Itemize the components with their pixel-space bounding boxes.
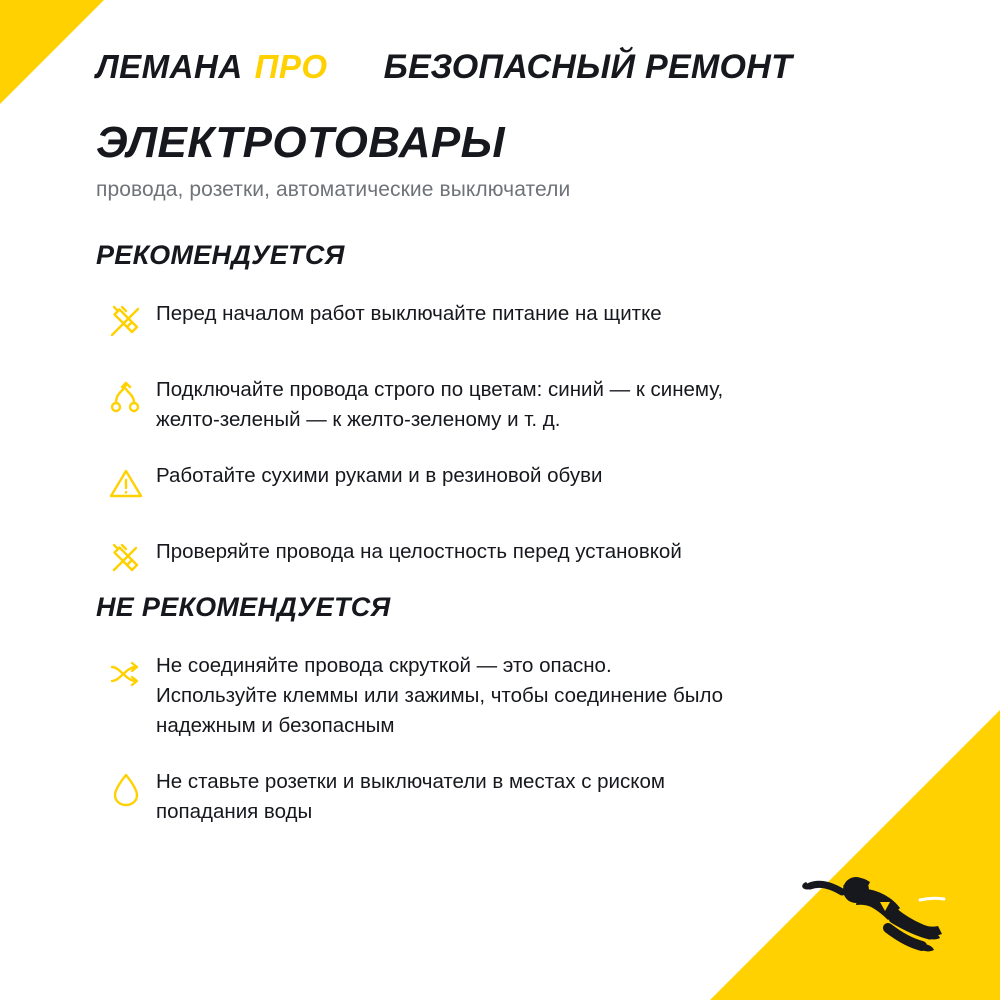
list-item-text: Не соединяйте провода скруткой — это опасно. Используйте клеммы или зажимы, чтобы соединение было надежным и безопасным [156,654,724,737]
section-recommended [96,240,930,613]
section-heading: НЕ РЕКОМЕНДУЕТСЯ [96,592,391,622]
list-item [96,299,930,349]
list-item [96,767,930,827]
list-item-text: Перед началом работ выключайте питание на щитке [156,302,662,325]
plug-check-icon [96,537,156,587]
list-item-text: Не ставьте розетки и выключатели в местах с риском попадания воды [156,770,665,823]
list-item [96,651,930,741]
flying-worker-mascot [798,842,968,962]
corner-decoration-top-left [0,0,104,104]
list-item [96,461,930,511]
list-item [96,537,930,587]
water-drop-icon [96,767,156,817]
page-title: ЭЛЕКТРОТОВАРЫ [96,118,506,167]
list-item [96,375,930,435]
twisted-wires-icon [96,651,156,701]
logo-main-text: ЛЕМАНА [96,48,243,85]
list-item-text: Работайте сухими руками и в резиновой обуви [156,464,603,487]
list-item-text: Подключайте провода строго по цветам: синий — к синему, желто-зеленый — к желто-зеленому и т. д. [156,378,724,431]
brand-logo [96,48,328,86]
warning-triangle-icon [96,461,156,511]
plug-off-icon [96,299,156,349]
section-not-recommended [96,592,930,853]
campaign-title: БЕЗОПАСНЫЙ РЕМОНТ [383,47,793,86]
section-heading: РЕКОМЕНДУЕТСЯ [96,240,345,270]
logo-accent-text: ПРО [254,48,328,85]
wire-colors-icon [96,375,156,425]
list-item-text: Проверяйте провода на целостность перед установкой [156,540,682,563]
poster-header [96,40,940,94]
page-subtitle: провода, розетки, автоматические выключатели [96,178,571,201]
